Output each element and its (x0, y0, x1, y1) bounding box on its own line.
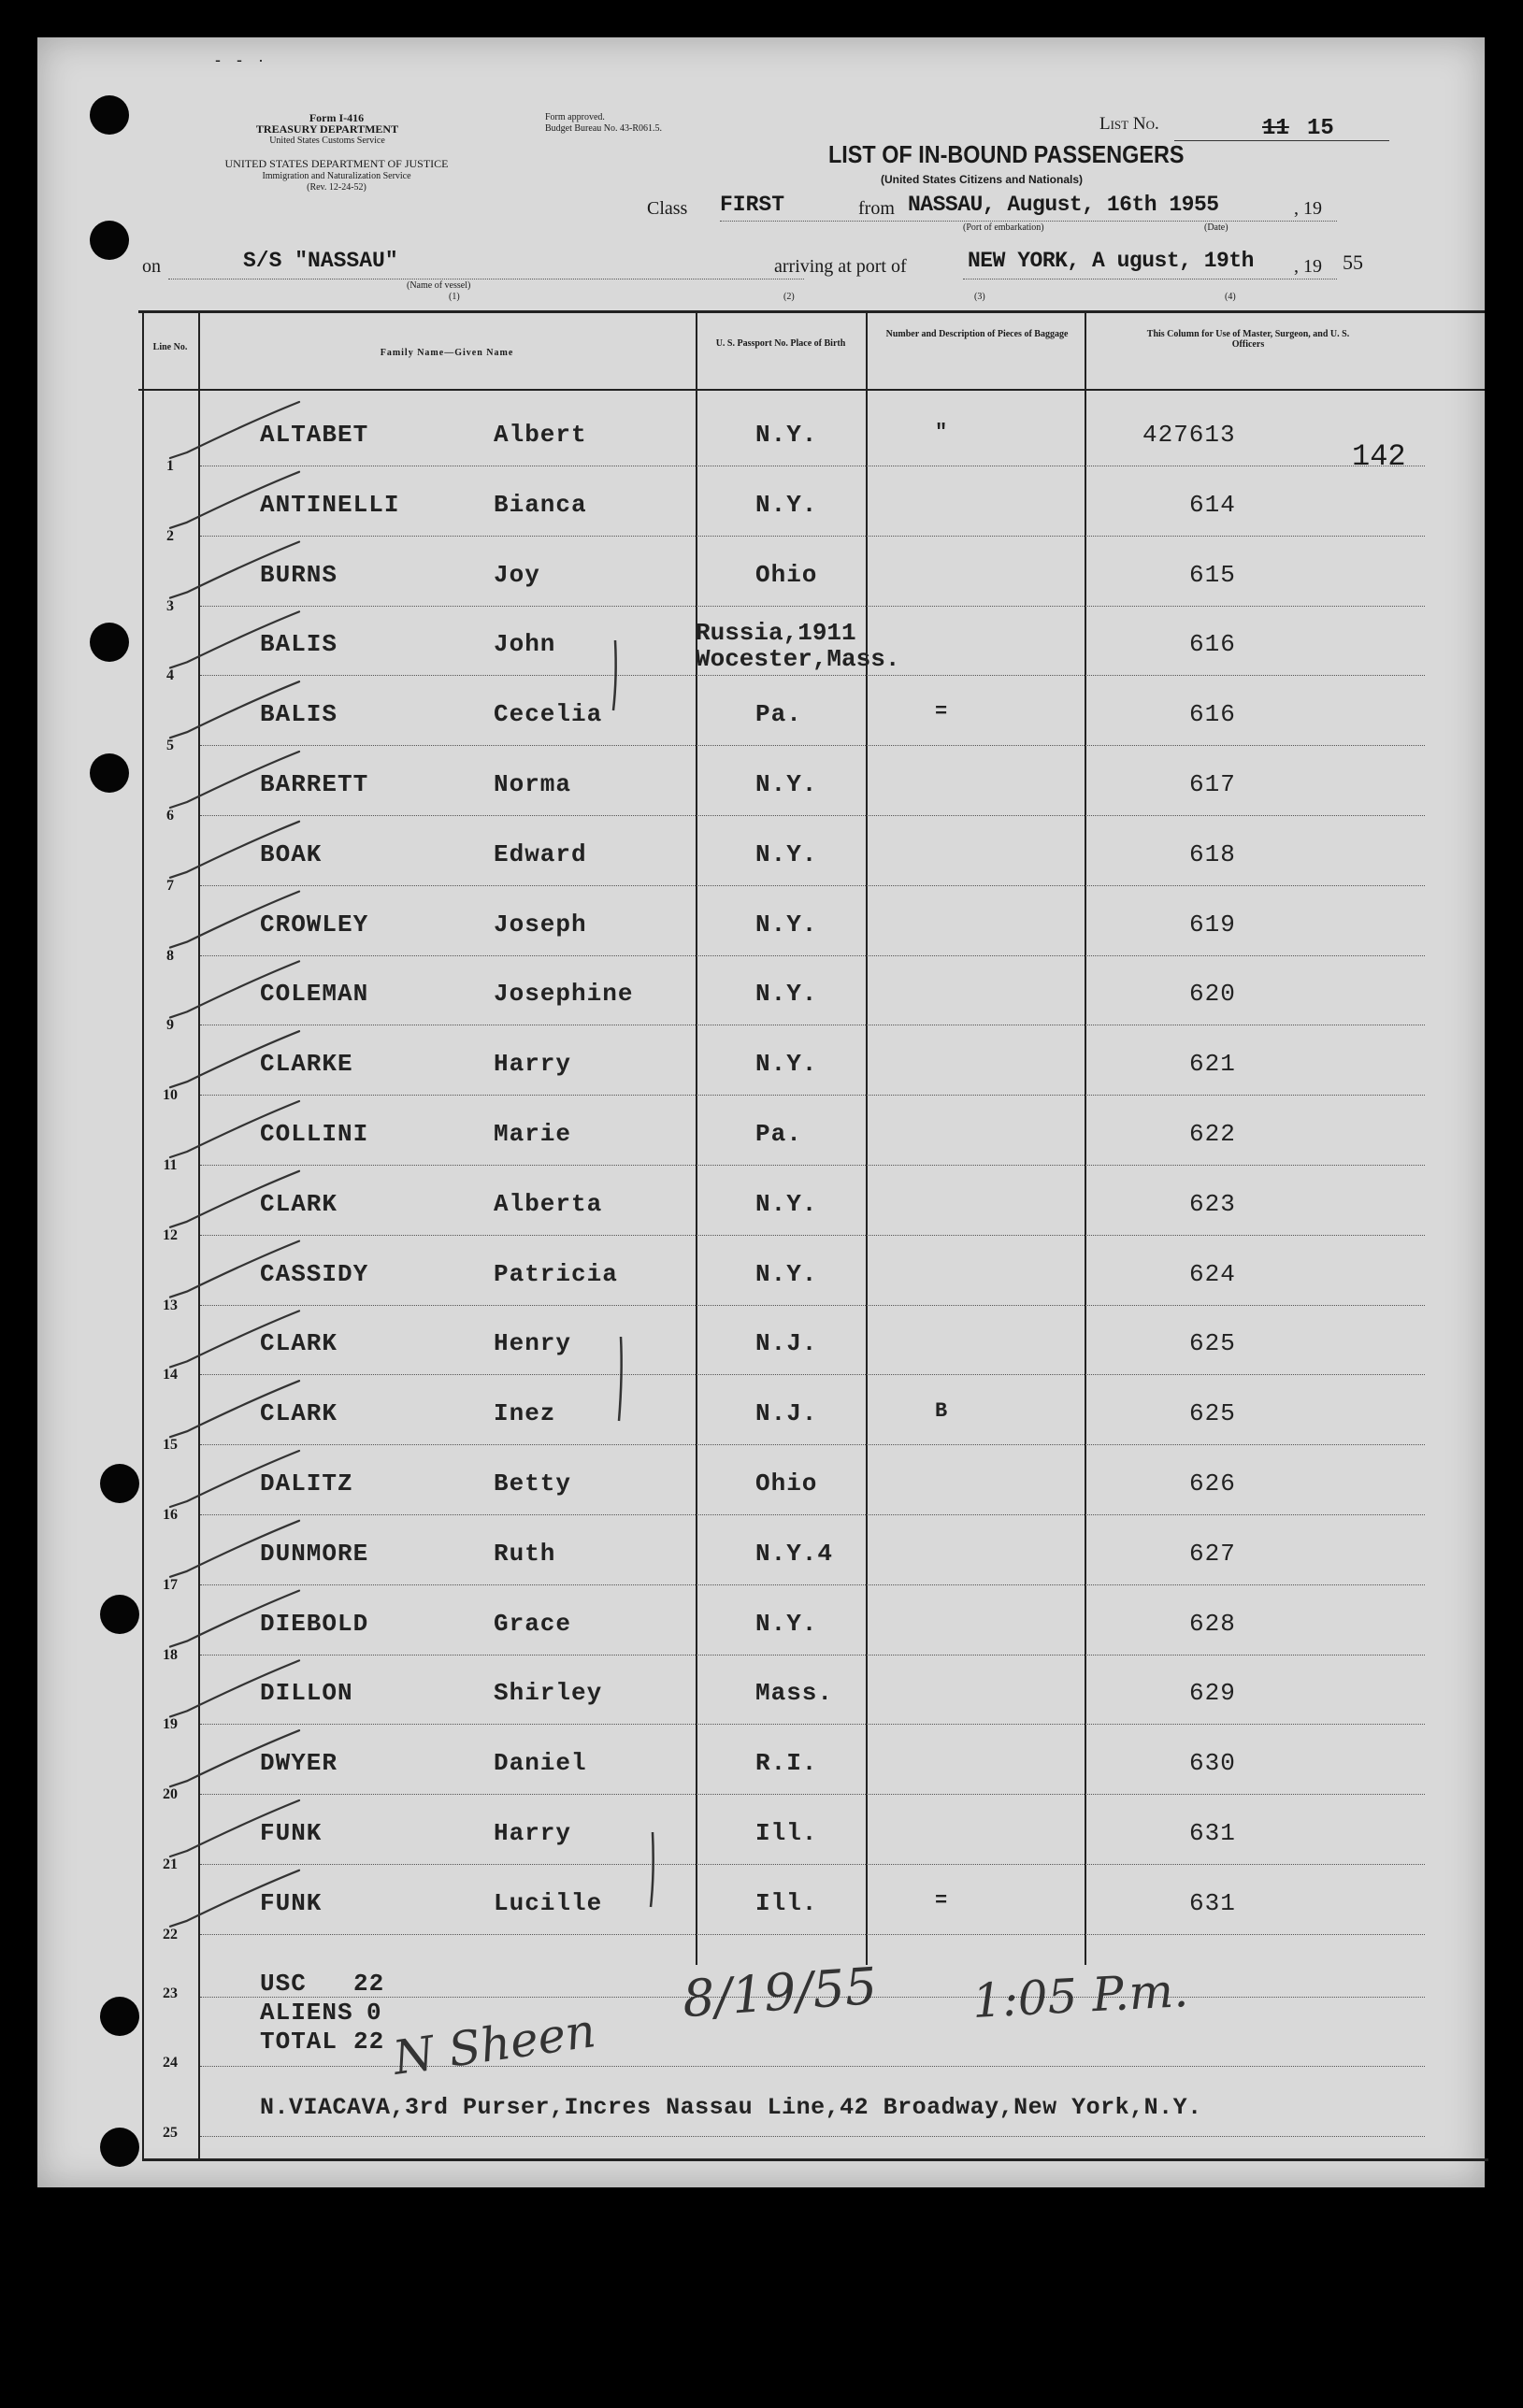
total-value: 22 (353, 2028, 385, 2056)
place-of-birth: N.Y. (755, 839, 818, 868)
place-of-birth: N.Y. (755, 1609, 818, 1638)
place-of-birth: Ill. (755, 1819, 818, 1847)
given-name: Betty (494, 1469, 572, 1498)
col-header-baggage: Number and Description of Pieces of Baggage (885, 329, 1069, 339)
given-name: Norma (494, 770, 572, 798)
given-name: Joy (494, 560, 540, 589)
line-number: 25 (163, 2125, 178, 2142)
line-number: 11 (163, 1157, 178, 1173)
justice-dept: UNITED STATES DEPARTMENT OF JUSTICE (224, 157, 449, 170)
line-number: 18 (163, 1646, 178, 1663)
line-number: 24 (163, 2055, 178, 2071)
punch-hole (90, 95, 129, 135)
row-rule (200, 1724, 1425, 1725)
family-name: BALIS (260, 700, 338, 729)
purser-line: N.VIACAVA,3rd Purser,Incres Nassau Line,42 Broadway,New York,N.Y. (260, 2094, 1202, 2121)
place-of-birth-2: Wocester,Mass. (696, 645, 900, 674)
check-marks (37, 37, 1485, 2187)
vessel-value: S/S "NASSAU" (243, 249, 398, 273)
line-number: 22 (163, 1926, 178, 1942)
arrival-rule (963, 279, 1337, 280)
place-of-birth: N.Y. (755, 1259, 818, 1288)
line-number: 23 (163, 1985, 178, 2001)
family-name: COLEMAN (260, 980, 369, 1009)
row-rule (200, 1514, 1425, 1515)
vessel-rule (168, 279, 804, 280)
baggage: B (935, 1399, 949, 1424)
row-rule (200, 1305, 1425, 1306)
col-header-officers: This Column for Use of Master, Surgeon, and U. S. Officers (1146, 329, 1350, 350)
from-label: from (858, 198, 895, 219)
family-name: DIEBOLD (260, 1609, 369, 1638)
scan-marks-top: ‐ ‐ · (215, 50, 269, 69)
handwritten-date: 8/19/55 (681, 1956, 880, 2029)
given-name: Alberta (494, 1189, 603, 1218)
officer-number: 627 (1189, 1539, 1236, 1568)
given-name: Cecelia (494, 700, 603, 729)
officer-number: 629 (1189, 1679, 1236, 1708)
caption-3: (3) (974, 292, 985, 302)
place-of-birth: R.I. (755, 1749, 818, 1778)
line-number: 7 (166, 877, 174, 894)
row-rule (200, 606, 1425, 607)
given-name: Joseph (494, 910, 587, 939)
usc-value: 22 (353, 1970, 385, 1998)
family-name: BURNS (260, 560, 338, 589)
list-no-value: 15 (1307, 116, 1334, 141)
handwritten-time: 1:05 P.m. (970, 1962, 1190, 2029)
family-name: BOAK (260, 839, 323, 868)
row-rule (200, 1864, 1425, 1865)
officer-number: 617 (1189, 770, 1236, 798)
officer-number: 618 (1189, 839, 1236, 868)
officer-number: 631 (1189, 1819, 1236, 1847)
punch-hole (90, 753, 129, 793)
on-label: on (142, 256, 161, 277)
given-name: Ruth (494, 1539, 556, 1568)
usc-label: USC (260, 1970, 307, 1998)
place-of-birth: Pa. (755, 1120, 802, 1148)
col-rule-name (198, 310, 200, 2161)
row-rule (200, 1095, 1425, 1096)
officer-number: 614 (1189, 490, 1236, 519)
row-rule (200, 1374, 1425, 1375)
col-rule-baggage (866, 310, 868, 1965)
officer-number: 616 (1189, 630, 1236, 659)
given-name: Josephine (494, 980, 634, 1009)
line-number: 19 (163, 1716, 178, 1733)
family-name: DUNMORE (260, 1539, 369, 1568)
row-rule (200, 675, 1425, 676)
family-name: COLLINI (260, 1120, 369, 1148)
given-name: Harry (494, 1819, 572, 1847)
row-rule (200, 885, 1425, 886)
col-rule-passport (696, 310, 697, 1965)
row-rule (200, 955, 1425, 956)
given-name: Shirley (494, 1679, 603, 1708)
port-embark-caption: (Port of embarkation) (963, 222, 1044, 233)
customs-service: United States Customs Service (269, 136, 385, 146)
line-number: 12 (163, 1226, 178, 1243)
family-name: CLARK (260, 1189, 338, 1218)
officer-number: 615 (1189, 560, 1236, 589)
officer-number: 625 (1189, 1399, 1236, 1428)
line-number: 14 (163, 1367, 178, 1383)
row-rule (200, 536, 1425, 537)
officer-number: 628 (1189, 1609, 1236, 1638)
col-header-name: Family Name—Given Name (380, 348, 514, 358)
given-name: Edward (494, 839, 587, 868)
given-name: Patricia (494, 1259, 618, 1288)
date-caption: (Date) (1204, 222, 1228, 233)
budget-bureau: Budget Bureau No. 43-R061.5. (545, 123, 662, 134)
family-name: FUNK (260, 1888, 323, 1917)
row-rule (200, 1934, 1425, 1935)
line-number: 21 (163, 1856, 178, 1872)
place-of-birth: N.Y. (755, 421, 818, 449)
table-top-rule (138, 310, 1485, 313)
class-value: FIRST (720, 193, 785, 217)
line-number: 16 (163, 1507, 178, 1523)
given-name: Inez (494, 1399, 556, 1428)
pen-stroke (651, 1832, 654, 1907)
year-19-b: , 19 (1294, 256, 1322, 277)
row-rule (200, 2066, 1425, 2067)
officer-number: 626 (1189, 1469, 1236, 1498)
caption-2: (2) (783, 292, 795, 302)
baggage: = (935, 700, 949, 724)
place-of-birth: N.Y. (755, 490, 818, 519)
arriving-label: arriving at port of (774, 256, 907, 277)
list-no-rule (1174, 140, 1389, 141)
punch-hole (100, 1464, 139, 1503)
line-number: 10 (163, 1087, 178, 1104)
line-number: 15 (163, 1437, 178, 1454)
officer-number: 622 (1189, 1120, 1236, 1148)
punch-hole (100, 1595, 139, 1634)
given-name: Marie (494, 1120, 572, 1148)
family-name: FUNK (260, 1819, 323, 1847)
family-name: CROWLEY (260, 910, 369, 939)
place-of-birth: Ohio (755, 1469, 818, 1498)
given-name: Lucille (494, 1888, 603, 1917)
place-of-birth: N.Y.4 (755, 1539, 834, 1568)
row-rule (200, 745, 1425, 746)
family-name: DILLON (260, 1679, 353, 1708)
officer-number: 630 (1189, 1749, 1236, 1778)
col-rule-line (142, 310, 144, 2161)
family-name: ANTINELLI (260, 490, 400, 519)
family-name: BALIS (260, 630, 338, 659)
family-name: CLARK (260, 1399, 338, 1428)
row-rule (200, 815, 1425, 816)
year-19-a: , 19 (1294, 198, 1322, 219)
officer-number: 625 (1189, 1329, 1236, 1358)
officer-number: 427613 (1142, 421, 1236, 449)
line-number: 3 (166, 597, 174, 614)
line-number: 8 (166, 947, 174, 964)
place-of-birth: Mass. (755, 1679, 834, 1708)
header-bottom-rule (138, 389, 1485, 391)
caption-4: (4) (1225, 292, 1236, 302)
place-of-birth: N.Y. (755, 1189, 818, 1218)
manifest-page (37, 37, 1485, 2187)
row-rule (200, 1165, 1425, 1166)
form-approved: Form approved. (545, 112, 605, 122)
officer-number: 619 (1189, 910, 1236, 939)
aliens-value: 0 (366, 1999, 382, 2027)
form-title: LIST OF IN-BOUND PASSENGERS (828, 140, 1185, 168)
list-no-crossed: 11 (1262, 116, 1289, 141)
row-rule (200, 1794, 1425, 1795)
pen-stroke (619, 1337, 622, 1421)
line-number: 4 (166, 667, 174, 684)
line-number: 17 (163, 1576, 178, 1593)
officer-number: 623 (1189, 1189, 1236, 1218)
given-name: Harry (494, 1050, 572, 1079)
officer-number: 616 (1189, 700, 1236, 729)
form-subtitle: (United States Citizens and Nationals) (880, 173, 1084, 186)
table-bottom-rule (142, 2158, 1488, 2161)
given-name: Daniel (494, 1749, 587, 1778)
given-name: Bianca (494, 490, 587, 519)
row-rule (200, 1584, 1425, 1585)
line-number: 5 (166, 738, 174, 754)
col-header-line: Line No. (152, 342, 188, 352)
list-no-label: List No. (1099, 114, 1159, 134)
officer-number: 620 (1189, 980, 1236, 1009)
given-name: John (494, 630, 556, 659)
line-number: 6 (166, 808, 174, 824)
family-name: CASSIDY (260, 1259, 369, 1288)
place-of-birth: N.Y. (755, 980, 818, 1009)
aliens-label: ALIENS (260, 1999, 353, 2027)
punch-hole (90, 623, 129, 662)
place-of-birth: N.Y. (755, 770, 818, 798)
caption-1: (1) (449, 292, 460, 302)
line-number: 20 (163, 1786, 178, 1803)
place-of-birth: N.Y. (755, 1050, 818, 1079)
year-55: 55 (1343, 251, 1363, 274)
place-of-birth: N.Y. (755, 910, 818, 939)
given-name: Henry (494, 1329, 572, 1358)
family-name: BARRETT (260, 770, 369, 798)
line-number: 2 (166, 527, 174, 544)
place-of-birth: N.J. (755, 1329, 818, 1358)
revision: (Rev. 12-24-52) (307, 182, 366, 193)
place-of-birth: N.J. (755, 1399, 818, 1428)
row-rule (200, 1655, 1425, 1656)
class-label: Class (647, 198, 688, 219)
row-rule (200, 1444, 1425, 1445)
department: TREASURY DEPARTMENT (255, 122, 399, 136)
baggage: " (935, 421, 949, 444)
baggage: = (935, 1888, 949, 1913)
place-of-birth: Ill. (755, 1888, 818, 1917)
punch-hole (90, 221, 129, 260)
from-value: NASSAU, August, 16th 1955 (908, 193, 1219, 217)
given-name: Albert (494, 421, 587, 449)
place-of-birth: Pa. (755, 700, 802, 729)
officer-number: 631 (1189, 1888, 1236, 1917)
line-number: 1 (166, 458, 174, 474)
row-rule (200, 2136, 1425, 2137)
col-rule-officers (1085, 310, 1086, 1965)
arrival-value: NEW YORK, A ugust, 19th (968, 249, 1254, 273)
officer-number: 624 (1189, 1259, 1236, 1288)
page-mark: 142 (1352, 439, 1406, 474)
row-rule (200, 1235, 1425, 1236)
family-name: CLARK (260, 1329, 338, 1358)
vessel-caption: (Name of vessel) (407, 280, 471, 291)
officer-number: 621 (1189, 1050, 1236, 1079)
form-number: Form I-416 (309, 111, 365, 124)
handwritten-signature: N Sheen (390, 2003, 599, 2086)
place-of-birth: Ohio (755, 560, 818, 589)
line-number: 9 (166, 1017, 174, 1034)
family-name: DWYER (260, 1749, 338, 1778)
ins-service: Immigration and Naturalization Service (262, 171, 411, 181)
family-name: DALITZ (260, 1469, 353, 1498)
class-rule (720, 221, 1337, 222)
place-of-birth: Russia,1911 (696, 619, 856, 648)
family-name: ALTABET (260, 421, 369, 449)
punch-hole (100, 2128, 139, 2167)
family-name: CLARKE (260, 1050, 353, 1079)
given-name: Grace (494, 1609, 572, 1638)
line-number: 13 (163, 1297, 178, 1313)
col-header-passport: U. S. Passport No. Place of Birth (715, 338, 846, 349)
punch-hole (100, 1997, 139, 2036)
total-label: TOTAL (260, 2028, 338, 2056)
